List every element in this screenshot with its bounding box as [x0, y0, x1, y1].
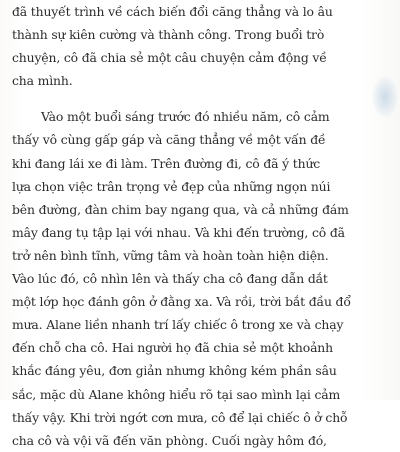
- text-line: thành sự kiên cường và thành công. Trong buổi trò: [12, 27, 325, 43]
- paragraph-2: [12, 105, 374, 451]
- text-line: thấy vô cùng gấp gáp và căng thẳng về một vấn đề: [12, 132, 326, 148]
- text-line: mưa. Alane liền nhanh trí lấy chiếc ô trong xe và chạy: [12, 317, 344, 333]
- text-line: đã thuyết trình về cách biến đổi căng thẳng và lo âu: [12, 4, 333, 19]
- text-line: cha cô và vội vã đến văn phòng. Cuối ngày hôm đó,: [12, 432, 327, 448]
- text-line: thấy vậy. Khi trời ngớt cơn mưa, cô để lại chiếc ô ở chỗ: [12, 409, 348, 425]
- text-line: đến chỗ cha cô. Hai người họ đã chia sẻ một khoảnh: [12, 340, 333, 356]
- text-line: khắc đáng yêu, đơn giản nhưng không kém phần sâu: [12, 363, 337, 379]
- paragraph-gap: [12, 92, 374, 105]
- text-line: trở nên bình tĩnh, vững tâm và hoàn toàn hiện diện.: [12, 247, 329, 263]
- text-line: Vào một buổi sáng trước đó nhiều năm, cô cảm: [41, 109, 330, 125]
- text-line: một lớp học đánh gôn ở đằng xa. Và rồi, trời bắt đầu đổ: [12, 294, 351, 310]
- text-line: chuyện, cô đã chia sẻ một câu chuyện cảm động về: [12, 50, 327, 66]
- page-smudge: [372, 76, 398, 118]
- text-line: mây đang tụ tập lại với nhau. Và khi đến trường, cô đã: [12, 224, 345, 240]
- text-line: bên đường, đàn chim bay ngang qua, và cả những đám: [12, 201, 349, 217]
- text-line: khi đang lái xe đi làm. Trên đường đi, cô đã ý thức: [12, 155, 321, 171]
- paragraph-1: [12, 0, 374, 92]
- text-line: sắc, mặc dù Alane không hiểu rõ tại sao mình lại cảm: [12, 386, 341, 402]
- text-line: lựa chọn việc trân trọng vẻ đẹp của những ngọn núi: [12, 178, 331, 194]
- body-text: [12, 0, 374, 452]
- text-line: Vào lúc đó, cô nhìn lên và thấy cha cô đang dẫn dắt: [12, 271, 328, 287]
- text-line: cha mình.: [12, 73, 73, 89]
